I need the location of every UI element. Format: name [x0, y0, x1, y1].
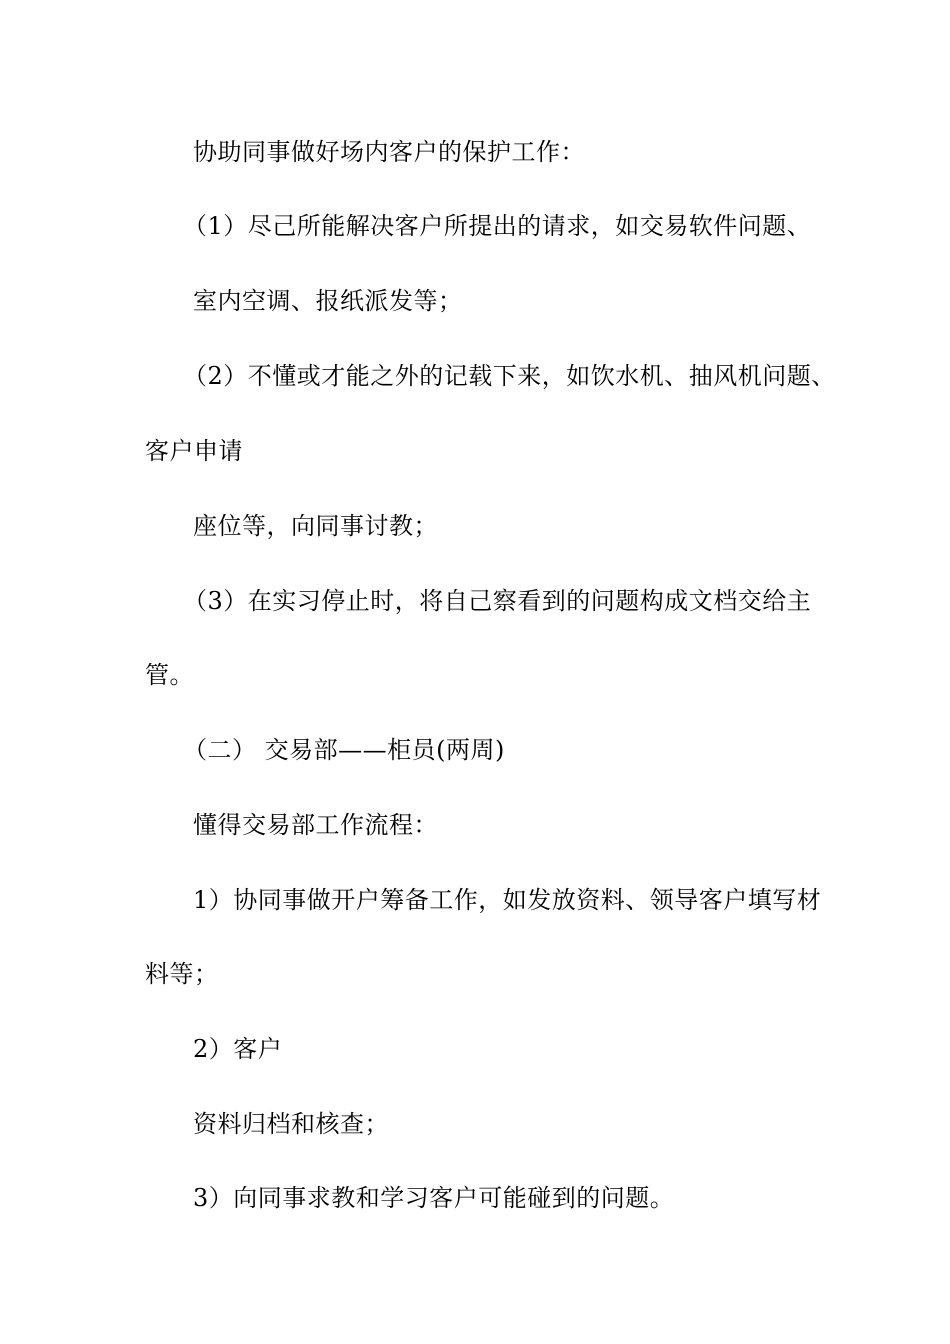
paragraph-line: （2）不懂或才能之外的记载下来，如饮水机、抽风机问题、 — [183, 362, 836, 390]
paragraph-line: （3）在实习停止时，将自己察看到的问题构成文档交给主 — [183, 587, 812, 615]
paragraph-line: 料等； — [145, 960, 219, 988]
paragraph-line: 座位等，向同事讨教； — [193, 512, 438, 540]
paragraph-line: （1）尽己所能解决客户所提出的请求，如交易软件问题、 — [183, 212, 812, 240]
paragraph-line: 协助同事做好场内客户的保护工作： — [193, 138, 585, 166]
paragraph-line: 懂得交易部工作流程： — [193, 811, 438, 839]
paragraph-line: 室内空调、报纸派发等； — [193, 287, 463, 315]
paragraph-line: 2）客户 — [193, 1035, 283, 1063]
paragraph-line: 管。 — [145, 661, 194, 689]
paragraph-line: 1）协同事做开户筹备工作，如发放资料、领导客户填写材 — [193, 886, 822, 914]
paragraph-line: 客户申请 — [145, 437, 243, 465]
paragraph-line: 3）向同事求教和学习客户可能碰到的问题。 — [193, 1184, 675, 1212]
paragraph-line: 资料归档和核查； — [193, 1110, 389, 1138]
section-heading: （二） 交易部——柜员(两周) — [183, 736, 505, 764]
